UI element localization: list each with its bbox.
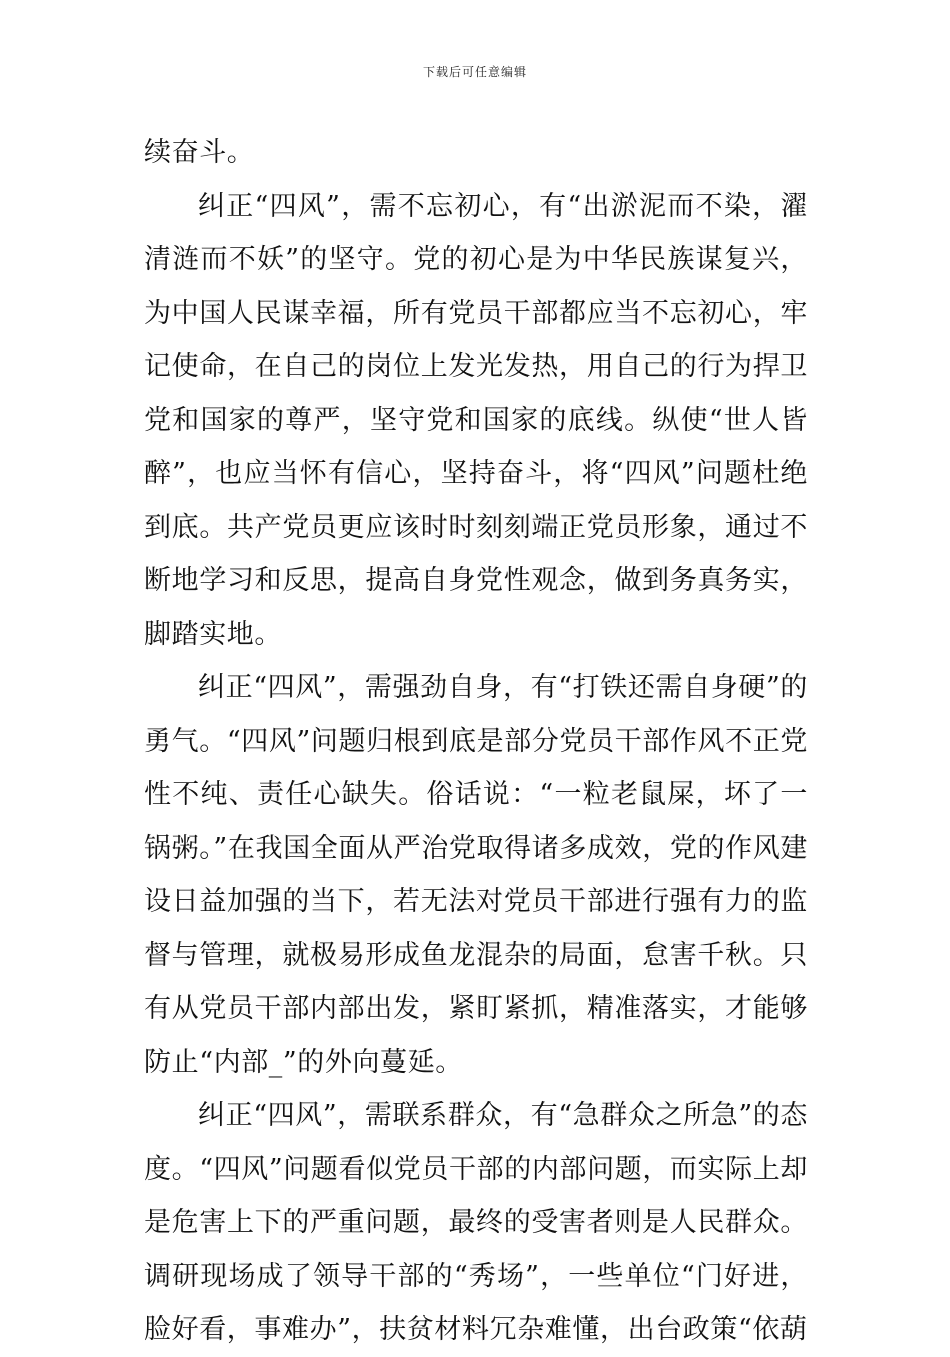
paragraph-original-aspiration: 纠正“四风”，需不忘初心，有“出淤泥而不染，濯清涟而不妖”的坚守。党的初心是为中华民族谋复兴，为中国人民谋幸福，所有党员干部都应当不忘初心，牢记使命，在自己的岗位上发光发热，用自己的行为捍卫党和国家的尊严，坚守党和国家的底线。纵使“世人皆醉”，也应当怀有信心，坚持奋斗，将“四风”问题杜绝到底。共产党员更应该时时刻刻端正党员形象，通过不断地学习和反思，提高自身党性观念，做到务真务实，脚踏实地。 xyxy=(144,190,808,650)
paragraph-strengthen-self: 纠正“四风”，需强劲自身，有“打铁还需自身硬”的勇气。“四风”问题归根到底是部分党员干部作风不正党性不纯、责任心缺失。俗话说：“一粒老鼠屎，坏了一锅粥。”在我国全面从严治党取得诸多成效，党的作风建设日益加强的当下，若无法对党员干部进行强有力的监督与管理，就极易形成鱼龙混杂的局面，怠害千秋。只有从党员干部内部出发，紧盯紧抓，精准落实，才能够防止“内部_”的外向蔓延。 xyxy=(144,672,808,1078)
paragraph-connect-masses: 纠正“四风”，需联系群众，有“急群众之所急”的态度。“四风”问题看似党员干部的内部问题，而实际上却是危害上下的严重问题，最终的受害者则是人民群众。调研现场成了领导干部的“秀场”，一些单位“门好进，脸好看，事难办”，扶贫材料冗杂难懂，出台政策“依葫 xyxy=(144,1100,808,1345)
document-body xyxy=(144,126,808,1357)
paragraph-continuation: 续奋斗。 xyxy=(144,137,255,168)
page-header: 下载后可任意编辑 xyxy=(422,65,527,79)
